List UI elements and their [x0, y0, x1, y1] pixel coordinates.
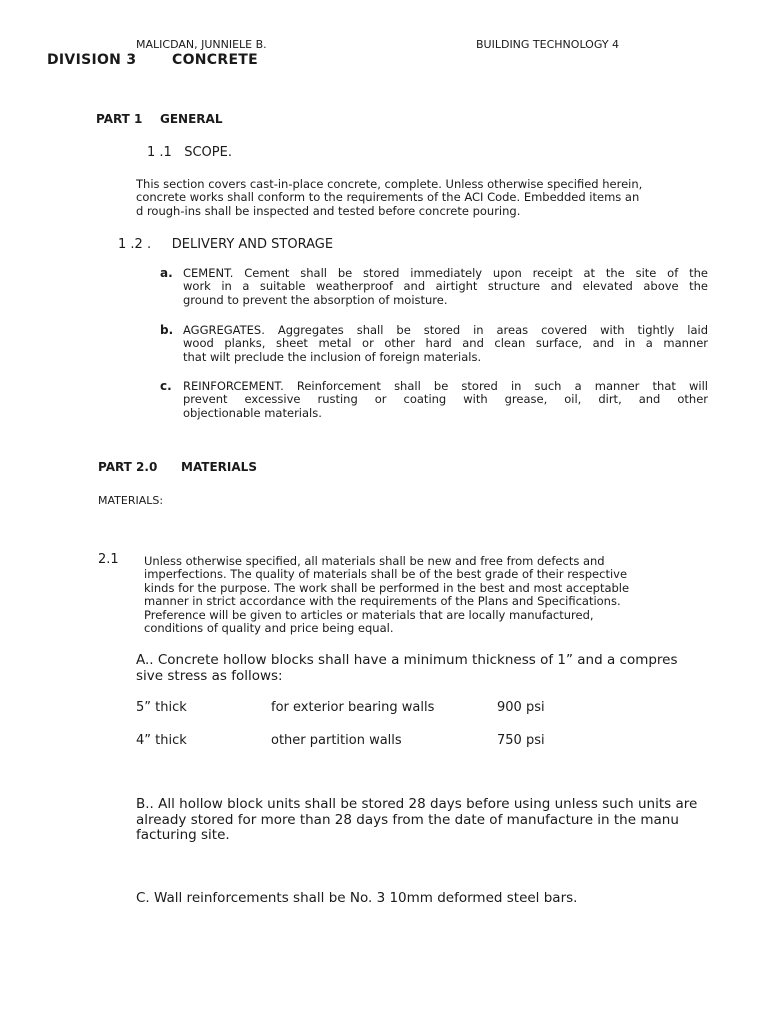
stress-table-use: other partition walls [271, 733, 402, 748]
delivery-line: prevent excessive rusting or coating with grease, oil, dirt, and other [183, 392, 708, 407]
stress-table-value: 900 psi [497, 700, 545, 715]
item-marker-c: c. [160, 379, 172, 393]
scope-line: concrete works shall conform to the requirements of the ACI Code. Embedded items an [136, 190, 640, 205]
part1-title: GENERAL [160, 112, 223, 126]
hollow-block-requirement [136, 653, 678, 684]
storage-requirement [136, 797, 697, 844]
stress-table-use: for exterior bearing walls [271, 700, 435, 715]
delivery-item-cement [183, 267, 708, 307]
clause-line: Unless otherwise specified, all materials shall be new and free from defects and [144, 554, 605, 568]
delivery-line: objectionable materials. [183, 405, 322, 420]
requirement-line: sive stress as follows: [136, 667, 283, 684]
delivery-item-reinforcement [183, 380, 708, 420]
part2-number: PART 2.0 [98, 460, 158, 474]
clause-line: Preference will be given to articles or materials that are locally manufactured, [144, 607, 594, 622]
stress-table-value: 750 psi [497, 733, 545, 748]
clause-paragraph [144, 555, 629, 635]
division-number: DIVISION 3 [47, 52, 137, 68]
scope-heading: 1 .1 SCOPE. [147, 145, 232, 160]
scope-paragraph [136, 178, 724, 218]
delivery-line: ground to prevent the absorption of moisture. [183, 292, 448, 307]
clause-line: conditions of quality and price being equal. [144, 621, 394, 636]
clause-line: kinds for the purpose. The work shall be performed in the best and most acceptable [144, 580, 630, 595]
item-marker-b: b. [160, 323, 174, 337]
requirement-line: C. Wall reinforcements shall be No. 3 10mm deformed steel bars. [136, 890, 578, 906]
delivery-item-aggregates [183, 324, 708, 364]
author-name: MALICDAN, JUNNIELE B. [136, 38, 267, 51]
delivery-line: that wilt preclude the inclusion of foreign materials. [183, 349, 482, 364]
part2-title: MATERIALS [181, 460, 257, 474]
scope-line: This section covers cast-in-place concrete, complete. Unless otherwise specified herein, [136, 177, 643, 191]
clause-line: imperfections. The quality of materials shall be of the best grade of their respective [144, 567, 628, 582]
delivery-line: CEMENT. Cement shall be stored immediately upon receipt at the site of the [183, 266, 708, 280]
scope-line: d rough-ins shall be inspected and tested before concrete pouring. [136, 203, 521, 218]
requirement-line: A.. Concrete hollow blocks shall have a minimum thickness of 1” and a compres [136, 652, 678, 668]
wall-reinforcement-requirement [136, 891, 577, 907]
part1-number: PART 1 [96, 112, 143, 126]
requirement-line: already stored for more than 28 days from the date of manufacture in the manu [136, 811, 679, 828]
division-title: CONCRETE [172, 52, 259, 68]
delivery-line: REINFORCEMENT. Reinforcement shall be stored in such a manner that will [183, 379, 708, 393]
requirement-line: B.. All hollow block units shall be stored 28 days before using unless such units are [136, 796, 698, 812]
delivery-line: AGGREGATES. Aggregates shall be stored in areas covered with tightly laid [183, 323, 708, 337]
stress-table-thickness: 4” thick [136, 733, 187, 748]
delivery-line: work in a suitable weatherproof and airtight structure and elevated above the [183, 279, 708, 294]
course-name: BUILDING TECHNOLOGY 4 [476, 38, 620, 51]
materials-subheading: MATERIALS: [98, 494, 164, 507]
stress-table-thickness: 5” thick [136, 700, 187, 715]
delivery-line: wood planks, sheet metal or other hard and clean surface, and in a manner [183, 336, 708, 351]
clause-line: manner in strict accordance with the requirements of the Plans and Specifications. [144, 594, 621, 609]
requirement-line: facturing site. [136, 827, 230, 844]
item-marker-a: a. [160, 266, 173, 280]
delivery-heading: 1 .2 . DELIVERY AND STORAGE [118, 237, 334, 252]
clause-number: 2.1 [98, 552, 119, 567]
